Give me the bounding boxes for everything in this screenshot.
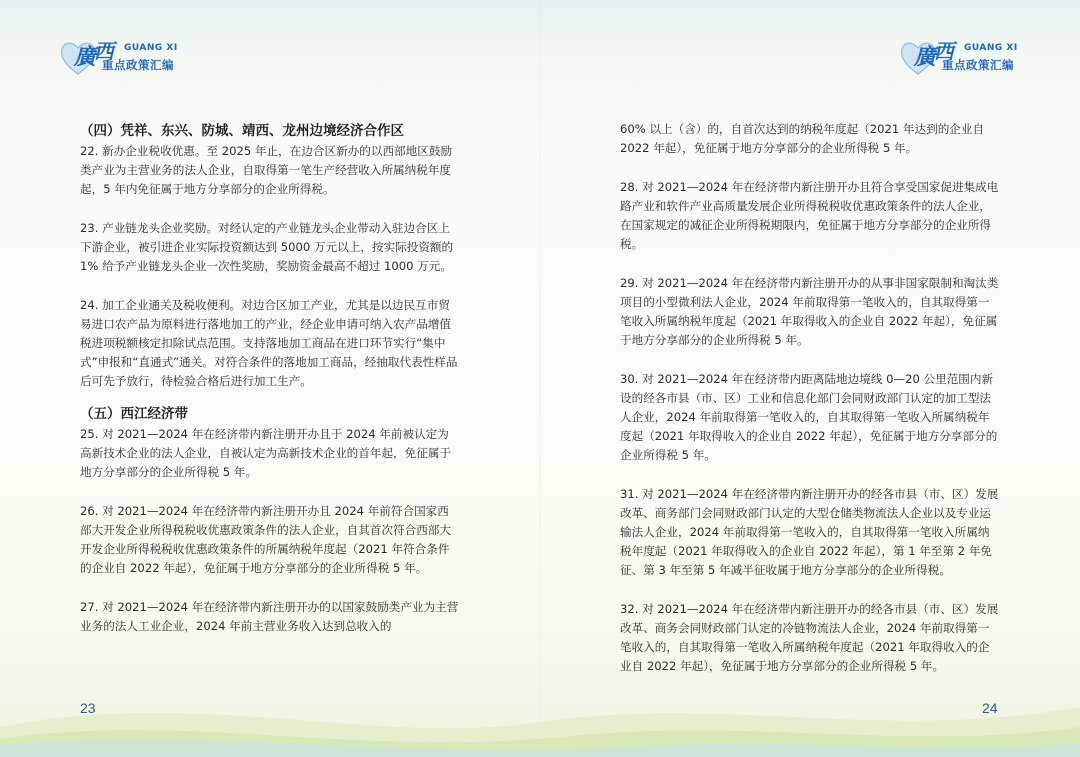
section-heading: （四）凭祥、东兴、防城、靖西、龙州边境经济合作区 (80, 123, 404, 139)
policy-item-25: 25. 对 2021—2024 年在经济带内新注册开办且于 2024 年前被认定为高新技术企业的法人企业，自被认定为高新技术企业的首年起，免征属于地方分享部分的企业所得税 5 年。 (80, 427, 452, 479)
left-page-body (80, 120, 460, 636)
policy-item-27-continued: 60% 以上（含）的，自首次达到的纳税年度起（2021 年达到的企业自 2022 年起），免征属于地方分享部分的企业所得税 5 年。 (620, 122, 985, 155)
logo-calligraphy: 廣西 (74, 39, 113, 70)
policy-item-32: 32. 对 2021—2024 年在经济带内新注册开办的经各市县（市、区）发展改革、商务会同财政部门认定的冷链物流法人企业，2024 年前取得第一笔收入的，自其取得第一笔收入所属纳税年度起（2021 年取得收入的企业自 2022 年起），免征属于地方分享部分的企业所得税 5 年。 (620, 602, 999, 673)
section-heading: （五）西江经济带 (80, 406, 188, 422)
policy-item-23: 23. 产业链龙头企业奖励。对经认定的产业链龙头企业带动入驻边合区上下游企业，被引进企业实际投资额达到 5000 万元以上，按实际投资额的 1% 给予产业链龙头企业一次性奖励，奖励资金最高不超过 1000 万元。 (80, 221, 454, 273)
policy-item-31: 31. 对 2021—2024 年在经济带内新注册开办的经各市县（市、区）发展改革、商务部门会同财政部门认定的大型仓储类物流法人企业以及专业运输法人企业，2024 年前取得第一笔收入的，自其取得第一笔收入所属纳税年度起（2021 年取得收入的企业自 2022 年起），第 1 年至第 2 年免征、第 3 年至第 5 年减半征收属于地方分享部分的企业所得税。 (620, 487, 999, 577)
policy-item-24: 24. 加工企业通关及税收便利。对边合区加工产业，尤其是以边民互市贸易进口农产品为原料进行落地加工的产业，经企业申请可纳入农产品增值税进项税额核定扣除试点范围。支持落地加工商品在进口环节实行“集中式”申报和“直通式”通关。对符合条件的落地加工商品，经抽取代表性样品后可先予放行，待检验合格后进行加工生产。 (80, 298, 458, 388)
logo-english: GUANG XI (124, 43, 178, 53)
right-page-body (620, 120, 1000, 676)
policy-item-27: 27. 对 2021—2024 年在经济带内新注册开办的以国家鼓励类产业为主营业务的法人工业企业，2024 年前主营业务收入达到总收入的 (80, 600, 459, 633)
policy-item-22: 22. 新办企业税收优惠。至 2025 年止，在边合区新办的以西部地区鼓励类产业为主营业务的法人企业，自取得第一笔生产经营收入所属纳税年度起，5 年内免征属于地方分享部分的企业所得税。 (80, 144, 453, 196)
policy-item-26: 26. 对 2021—2024 年在经济带内新注册开办且 2024 年前符合国家西部大开发企业所得税税收优惠政策条件的法人企业，自其首次符合西部大开发企业所得税税收优惠政策条件的所属纳税年度起（2021 年符合条件的企业自 2022 年起），免征属于地方分享部分的企业所得税 5 年。 (80, 504, 452, 575)
guangxi-logo-left (58, 36, 182, 82)
logo-subtitle: 重点政策汇编 (102, 58, 174, 72)
policy-item-28: 28. 对 2021—2024 年在经济带内新注册开办且符合享受国家促进集成电路产业和软件产业高质量发展企业所得税税收优惠政策条件的法人企业，在国家规定的减征企业所得税期限内，免征属于地方分享部分的企业所得税。 (620, 180, 999, 251)
logo-calligraphy: 廣西 (914, 39, 953, 70)
logo-english: GUANG XI (964, 43, 1018, 53)
page-number-right: 24 (982, 700, 998, 716)
book-spine (539, 0, 541, 757)
page-number-left: 23 (80, 700, 96, 716)
policy-item-30: 30. 对 2021—2024 年在经济带内距离陆地边境线 0—20 公里范围内新设的经各市县（市、区）工业和信息化部门会同财政部门认定的加工型法人企业，2024 年前取得第一笔收入的，自其取得第一笔收入所属纳税年度起（2021 年取得收入的企业自 2022 年起），免征属于地方分享部分的企业所得税 5 年。 (620, 372, 998, 462)
logo-subtitle: 重点政策汇编 (942, 58, 1014, 72)
guangxi-logo-right (898, 36, 1022, 82)
policy-item-29: 29. 对 2021—2024 年在经济带内新注册开办的从事非国家限制和淘汰类项目的小型微利法人企业，2024 年前取得第一笔收入的，自其取得第一笔收入所属纳税年度起（2021 年取得收入的企业自 2022 年起），免征属于地方分享部分的企业所得税 5 年。 (620, 276, 999, 347)
decorative-wave-footer (0, 667, 1080, 757)
